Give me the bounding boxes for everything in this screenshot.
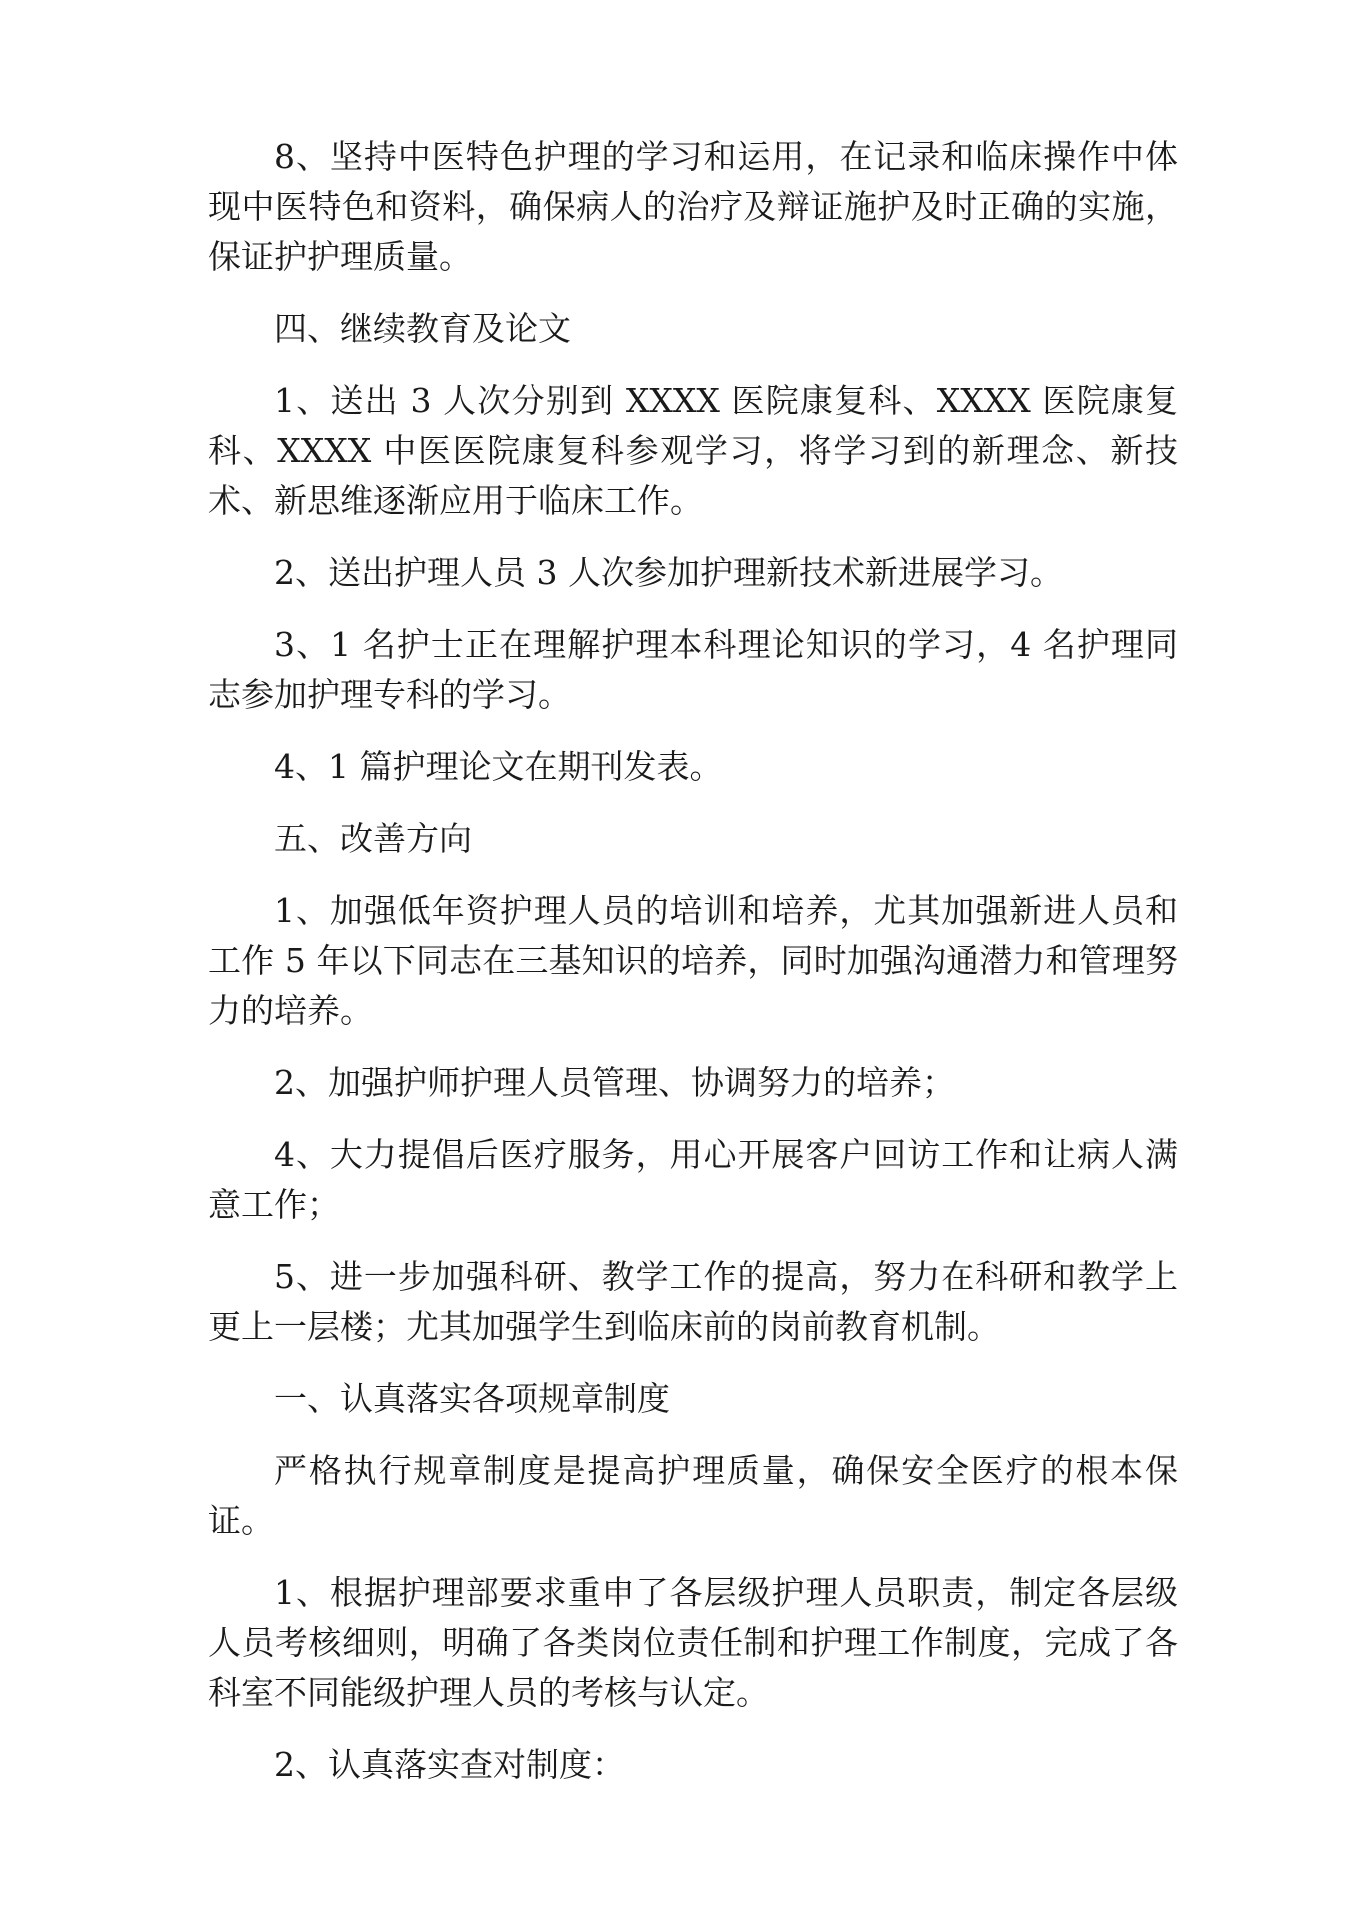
paragraph-improve-5: 5、进一步加强科研、教学工作的提高，努力在科研和教学上更上一层楼；尤其加强学生到临床前的岗前教育机制。 [208,1257,1178,1346]
paragraph-item-8-tcm-nursing: 8、坚持中医特色护理的学习和运用，在记录和临床操作中体现中医特色和资料，确保病人的治疗及辩证施护及时正确的实施，保证护护理质量。 [208,137,1178,276]
paragraph-regulations-intro: 严格执行规章制度是提高护理质量，确保安全医疗的根本保证。 [208,1451,1178,1540]
section-heading-continuing-education: 四、继续教育及论文 [274,309,571,348]
paragraph-item-3-study: 3、1 名护士正在理解护理本科理论知识的学习，4 名护理同志参加护理专科的学习。 [208,625,1178,714]
paragraph-regulations-1: 1、根据护理部要求重申了各层级护理人员职责，制定各层级人员考核细则，明确了各类岗位责任制和护理工作制度，完成了各科室不同能级护理人员的考核与认定。 [208,1573,1178,1712]
paragraph-item-1-visits: 1、送出 3 人次分别到 XXXX 医院康复科、XXXX 医院康复科、XXXX 中医医院康复科参观学习，将学习到的新理念、新技术、新思维逐渐应用于临床工作。 [208,381,1178,520]
paragraph-regulations-2: 2、认真落实查对制度： [274,1745,625,1784]
section-heading-regulations: 一、认真落实各项规章制度 [274,1379,670,1418]
paragraph-improve-4: 4、大力提倡后医疗服务，用心开展客户回访工作和让病人满意工作； [208,1135,1178,1224]
paragraph-improve-1: 1、加强低年资护理人员的培训和培养，尤其加强新进人员和工作 5 年以下同志在三基知识的培养，同时加强沟通潜力和管理努力的培养。 [208,891,1178,1030]
section-heading-improvement: 五、改善方向 [274,819,472,858]
paragraph-item-2-training: 2、送出护理人员 3 人次参加护理新技术新进展学习。 [274,553,1063,592]
paragraph-improve-2: 2、加强护师护理人员管理、协调努力的培养； [274,1063,955,1102]
document-body [208,132,1178,1812]
paragraph-item-4-paper: 4、1 篇护理论文在期刊发表。 [274,747,723,786]
